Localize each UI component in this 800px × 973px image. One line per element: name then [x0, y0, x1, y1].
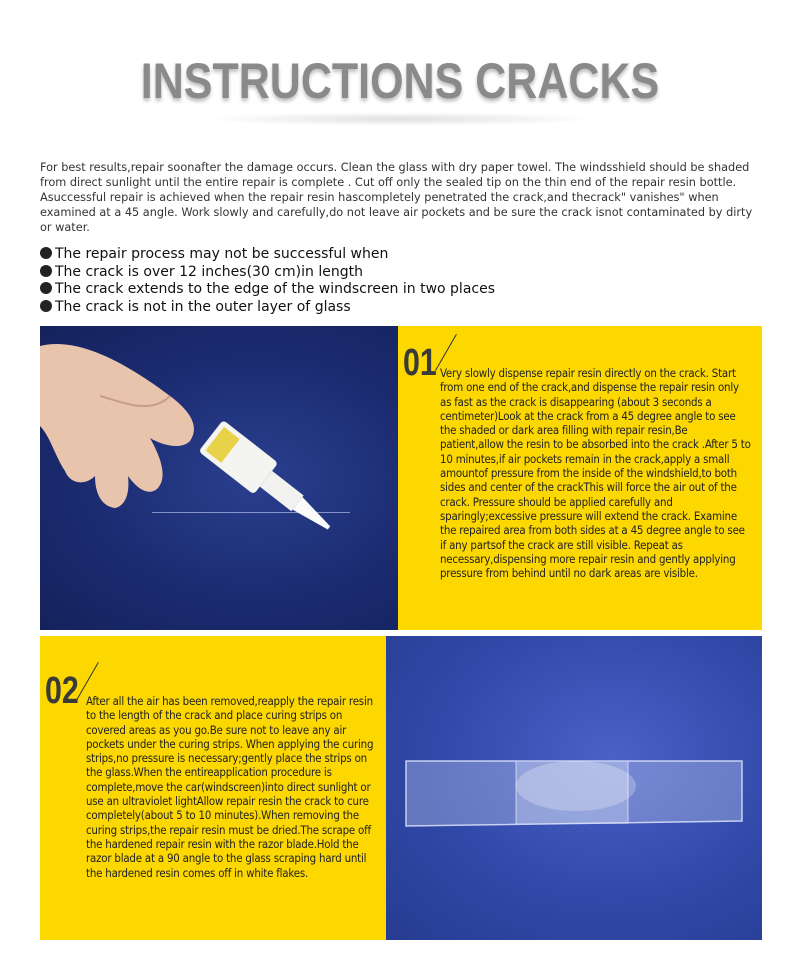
- step2-text: After all the air has been removed,reapply the repair resin to the length of the crack and place curing strips on covered areas as you go.Be sure not to leave any air pockets under the curing strips. When applying the curing strips,no pressure is necessary;gently place the strips on the glass.When the entireapplication procedure is complete,move the car(windscreen)into direct sunlight or use an ultraviolet lightAllow repair resin the crack to cure completely(about 5 to 10 minutes).When removing the curing strips,the repair resin must be dried.The scrape off the hardened repair resin with the razor blade.Hold the razor blade at a 90 angle to the glass scraping hard until the hardened resin comes off in white flakes.: [86, 694, 374, 880]
- bullet-dot-icon: [40, 282, 52, 294]
- page-title: INSTRUCTIONS CRACKS: [140, 53, 660, 109]
- step1-image: [40, 326, 398, 630]
- bullet-dot-icon: [40, 265, 52, 277]
- bullet-item: The repair process may not be successful when: [40, 246, 764, 264]
- glass-slide-with-curing-strips-icon: [386, 636, 762, 940]
- step2-image: [386, 636, 762, 940]
- step-number: 01: [403, 342, 437, 384]
- bullet-dot-icon: [40, 300, 52, 312]
- intro-paragraph: For best results,repair soonafter the damage occurs. Clean the glass with dry paper towel. The windsshield should be shaded from direct sunlight until the entire repair is complete . Cut off only the sealed tip on the thin end of the repair resin bottle. Asuccessful repair is achieved when the repair resin hascompletely penetrated the crack,and thecrack" vanishes" when examined at a 45 angle. Work slowly and carefully,do not leave air pockets and be sure the crack isnot contaminated by dirty or water.: [40, 161, 753, 234]
- hand-holding-resin-bottle-icon: [40, 326, 398, 630]
- title-shadow: [200, 112, 600, 126]
- bullet-list: [40, 246, 764, 316]
- step2-text-panel: [40, 636, 386, 940]
- step1-text: Very slowly dispense repair resin directly on the crack. Start from one end of the crack,and dispense the repair resin only as fast as the crack is disappearing (about 3 seconds a centimeter)Look at the crack from a 45 degree angle to see the shaded or dark area filling with repair resin,Be patient,allow the resin to be absorbed into the crack .After 5 to 10 minutes,if air pockets remain in the crack,apply a small amountof pressure from the inside of the windshield,to both sides and center of the crackThis will force the air out of the crack. Pressure should be applied carefully and sparingly;excessive pressure will extend the crack. Examine the repaired area from both sides at a 45 degree angle to see if any partsof the crack are still visible. Repeat as necessary,dispensing more repair resin and gently applying pressure from behind until no dark areas are visible.: [440, 366, 751, 581]
- bullet-item: The crack is over 12 inches(30 cm)in length: [40, 264, 764, 282]
- bullet-item: The crack is not in the outer layer of glass: [40, 299, 764, 317]
- bullet-dot-icon: [40, 247, 52, 259]
- step-number: 02: [45, 670, 79, 712]
- bullet-item: The crack extends to the edge of the windscreen in two places: [40, 281, 764, 299]
- step1-text-panel: [398, 326, 762, 630]
